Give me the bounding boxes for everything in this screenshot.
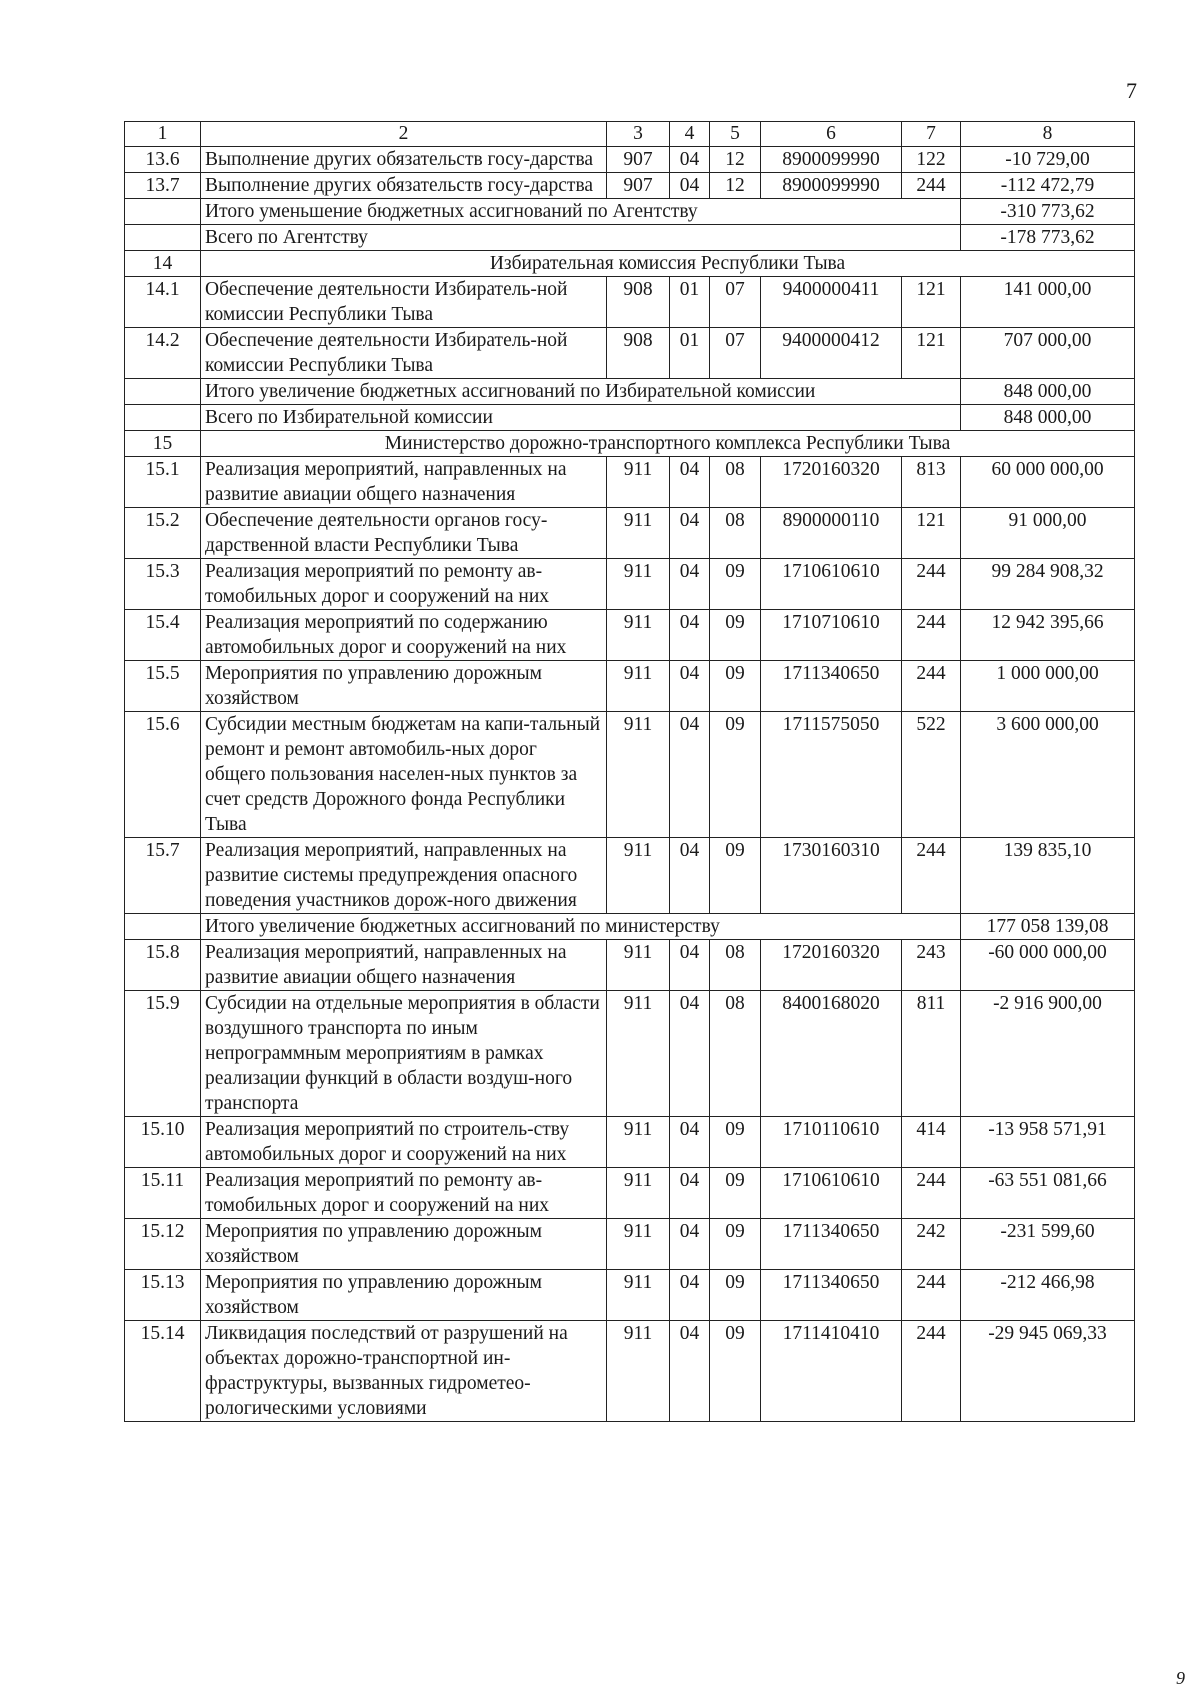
row-description: Выполнение других обязательств госу-дарства — [201, 173, 607, 199]
row-code-expense-type: 244 — [902, 559, 961, 610]
row-description: Реализация мероприятий по ремонту ав-томобильных дорог и сооружений на них — [201, 1168, 607, 1219]
section-row — [125, 431, 1135, 457]
row-code-section: 04 — [670, 1219, 710, 1270]
row-code-section: 04 — [670, 661, 710, 712]
total-amount: 177 058 139,08 — [961, 914, 1135, 940]
row-description: Реализация мероприятий, направленных на развитие авиации общего назначения — [201, 940, 607, 991]
row-code-expense-type: 244 — [902, 610, 961, 661]
row-code-expense-type: 242 — [902, 1219, 961, 1270]
total-row — [125, 405, 1135, 431]
row-description: Субсидии на отдельные мероприятия в области воздушного транспорта по иным непрограммным мероприятиям в рамках реализации функций в области воздуш-ного транспорта — [201, 991, 607, 1117]
corner-mark: 9 — [1176, 1668, 1185, 1688]
row-description: Выполнение других обязательств госу-дарства — [201, 147, 607, 173]
row-number: 15.7 — [125, 838, 201, 914]
row-code-subsection: 09 — [710, 838, 761, 914]
row-code-expense-type: 244 — [902, 1270, 961, 1321]
row-code-expense-type: 244 — [902, 838, 961, 914]
row-amount: 3 600 000,00 — [961, 712, 1135, 838]
total-amount: -310 773,62 — [961, 199, 1135, 225]
row-code-ministry: 911 — [607, 1270, 670, 1321]
row-code-expense-type: 522 — [902, 712, 961, 838]
row-code-ministry: 911 — [607, 991, 670, 1117]
row-code-target: 8900099990 — [761, 147, 902, 173]
row-amount: 141 000,00 — [961, 277, 1135, 328]
row-code-target: 9400000412 — [761, 328, 902, 379]
row-code-target: 1710110610 — [761, 1117, 902, 1168]
row-number: 15.5 — [125, 661, 201, 712]
row-amount: 91 000,00 — [961, 508, 1135, 559]
total-label: Итого увеличение бюджетных ассигнований по министерству — [201, 914, 961, 940]
table-row — [125, 1168, 1135, 1219]
table-row — [125, 940, 1135, 991]
table-row — [125, 712, 1135, 838]
row-code-target: 1710610610 — [761, 1168, 902, 1219]
row-code-subsection: 09 — [710, 712, 761, 838]
section-number: 14 — [125, 251, 201, 277]
row-code-section: 04 — [670, 173, 710, 199]
row-code-subsection: 08 — [710, 508, 761, 559]
row-code-section: 04 — [670, 1270, 710, 1321]
total-row — [125, 225, 1135, 251]
row-number: 15.9 — [125, 991, 201, 1117]
row-code-expense-type: 244 — [902, 1168, 961, 1219]
row-code-section: 04 — [670, 838, 710, 914]
total-row — [125, 199, 1135, 225]
total-label: Всего по Избирательной комиссии — [201, 405, 961, 431]
row-amount: -63 551 081,66 — [961, 1168, 1135, 1219]
row-code-ministry: 907 — [607, 173, 670, 199]
header-cell: 3 — [607, 122, 670, 147]
total-amount: 848 000,00 — [961, 379, 1135, 405]
row-amount: -13 958 571,91 — [961, 1117, 1135, 1168]
table-row — [125, 610, 1135, 661]
row-code-section: 04 — [670, 991, 710, 1117]
row-number: 15.10 — [125, 1117, 201, 1168]
row-code-section: 04 — [670, 147, 710, 173]
row-code-subsection: 09 — [710, 559, 761, 610]
table-row — [125, 328, 1135, 379]
header-cell: 5 — [710, 122, 761, 147]
row-code-expense-type: 244 — [902, 1321, 961, 1422]
row-code-subsection: 12 — [710, 147, 761, 173]
section-title: Избирательная комиссия Республики Тыва — [201, 251, 1135, 277]
row-number: 15.12 — [125, 1219, 201, 1270]
row-code-ministry: 908 — [607, 277, 670, 328]
row-code-subsection: 09 — [710, 1219, 761, 1270]
total-label: Итого уменьшение бюджетных ассигнований по Агентству — [201, 199, 961, 225]
row-code-section: 04 — [670, 610, 710, 661]
row-code-subsection: 08 — [710, 940, 761, 991]
row-code-ministry: 911 — [607, 1168, 670, 1219]
row-number: 14.2 — [125, 328, 201, 379]
row-amount: 139 835,10 — [961, 838, 1135, 914]
row-code-ministry: 911 — [607, 559, 670, 610]
row-code-target: 1730160310 — [761, 838, 902, 914]
row-code-subsection: 09 — [710, 661, 761, 712]
section-row — [125, 251, 1135, 277]
row-code-subsection: 09 — [710, 1168, 761, 1219]
row-code-target: 8400168020 — [761, 991, 902, 1117]
row-amount: -112 472,79 — [961, 173, 1135, 199]
page-number: 7 — [1126, 78, 1137, 103]
total-row — [125, 379, 1135, 405]
row-code-ministry: 908 — [607, 328, 670, 379]
row-amount: -29 945 069,33 — [961, 1321, 1135, 1422]
row-code-section: 04 — [670, 508, 710, 559]
total-label: Итого увеличение бюджетных ассигнований по Избирательной комиссии — [201, 379, 961, 405]
table-row — [125, 173, 1135, 199]
row-code-section: 04 — [670, 559, 710, 610]
row-number-empty — [125, 914, 201, 940]
row-number: 14.1 — [125, 277, 201, 328]
table-row — [125, 1321, 1135, 1422]
row-description: Мероприятия по управлению дорожным хозяйством — [201, 661, 607, 712]
row-number: 15.13 — [125, 1270, 201, 1321]
header-cell: 7 — [902, 122, 961, 147]
row-code-section: 04 — [670, 1117, 710, 1168]
header-cell: 1 — [125, 122, 201, 147]
table-row — [125, 838, 1135, 914]
row-code-ministry: 911 — [607, 712, 670, 838]
row-code-ministry: 911 — [607, 508, 670, 559]
row-code-target: 8900099990 — [761, 173, 902, 199]
table-header-row — [125, 122, 1135, 147]
row-code-target: 8900000110 — [761, 508, 902, 559]
row-code-subsection: 08 — [710, 991, 761, 1117]
row-number-empty — [125, 199, 201, 225]
row-code-target: 9400000411 — [761, 277, 902, 328]
row-amount: 1 000 000,00 — [961, 661, 1135, 712]
table-row — [125, 1117, 1135, 1168]
row-code-subsection: 09 — [710, 1321, 761, 1422]
table-row — [125, 1219, 1135, 1270]
row-code-target: 1711340650 — [761, 661, 902, 712]
row-number-empty — [125, 379, 201, 405]
table-row — [125, 559, 1135, 610]
row-code-expense-type: 244 — [902, 173, 961, 199]
row-description: Реализация мероприятий по ремонту ав-томобильных дорог и сооружений на них — [201, 559, 607, 610]
row-code-ministry: 911 — [607, 1117, 670, 1168]
row-code-expense-type: 121 — [902, 277, 961, 328]
table-row — [125, 277, 1135, 328]
header-cell: 8 — [961, 122, 1135, 147]
row-code-subsection: 09 — [710, 1270, 761, 1321]
row-description: Обеспечение деятельности Избиратель-ной комиссии Республики Тыва — [201, 277, 607, 328]
row-code-ministry: 911 — [607, 1321, 670, 1422]
row-number: 15.8 — [125, 940, 201, 991]
row-code-ministry: 907 — [607, 147, 670, 173]
row-code-subsection: 12 — [710, 173, 761, 199]
row-description: Реализация мероприятий по строитель-ству автомобильных дорог и сооружений на них — [201, 1117, 607, 1168]
row-code-ministry: 911 — [607, 940, 670, 991]
row-code-ministry: 911 — [607, 661, 670, 712]
row-amount: -2 916 900,00 — [961, 991, 1135, 1117]
row-code-target: 1710610610 — [761, 559, 902, 610]
row-number: 15.11 — [125, 1168, 201, 1219]
row-code-target: 1710710610 — [761, 610, 902, 661]
row-description: Реализация мероприятий по содержанию автомобильных дорог и сооружений на них — [201, 610, 607, 661]
row-code-expense-type: 122 — [902, 147, 961, 173]
row-description: Субсидии местным бюджетам на капи-тальный ремонт и ремонт автомобиль-ных дорог общего пользования населен-ных пунктов за счет средств Дорожного фонда Республики Тыва — [201, 712, 607, 838]
row-code-ministry: 911 — [607, 1219, 670, 1270]
row-description: Реализация мероприятий, направленных на развитие системы предупреждения опасного поведения участников дорож-ного движения — [201, 838, 607, 914]
section-number: 15 — [125, 431, 201, 457]
total-row — [125, 914, 1135, 940]
row-amount: 60 000 000,00 — [961, 457, 1135, 508]
row-code-section: 04 — [670, 940, 710, 991]
row-code-expense-type: 811 — [902, 991, 961, 1117]
table-row — [125, 457, 1135, 508]
row-code-ministry: 911 — [607, 610, 670, 661]
header-cell: 2 — [201, 122, 607, 147]
row-code-expense-type: 243 — [902, 940, 961, 991]
budget-allocation-table — [124, 121, 1135, 1422]
row-code-expense-type: 121 — [902, 328, 961, 379]
row-number-empty — [125, 225, 201, 251]
row-description: Мероприятия по управлению дорожным хозяйством — [201, 1219, 607, 1270]
row-code-target: 1711340650 — [761, 1270, 902, 1321]
row-code-section: 01 — [670, 277, 710, 328]
row-amount: -10 729,00 — [961, 147, 1135, 173]
row-amount: -60 000 000,00 — [961, 940, 1135, 991]
row-code-expense-type: 121 — [902, 508, 961, 559]
total-amount: 848 000,00 — [961, 405, 1135, 431]
row-code-target: 1720160320 — [761, 940, 902, 991]
row-code-subsection: 07 — [710, 328, 761, 379]
total-label: Всего по Агентству — [201, 225, 961, 251]
table-row — [125, 991, 1135, 1117]
row-code-section: 04 — [670, 457, 710, 508]
header-cell: 6 — [761, 122, 902, 147]
row-code-expense-type: 244 — [902, 661, 961, 712]
row-code-ministry: 911 — [607, 838, 670, 914]
row-number: 15.3 — [125, 559, 201, 610]
row-code-section: 04 — [670, 1168, 710, 1219]
row-code-expense-type: 813 — [902, 457, 961, 508]
header-cell: 4 — [670, 122, 710, 147]
row-number: 15.1 — [125, 457, 201, 508]
row-description: Реализация мероприятий, направленных на развитие авиации общего назначения — [201, 457, 607, 508]
row-number: 15.2 — [125, 508, 201, 559]
row-amount: -212 466,98 — [961, 1270, 1135, 1321]
row-code-subsection: 09 — [710, 610, 761, 661]
row-amount: 99 284 908,32 — [961, 559, 1135, 610]
row-code-expense-type: 414 — [902, 1117, 961, 1168]
table-row — [125, 508, 1135, 559]
row-number: 15.14 — [125, 1321, 201, 1422]
row-amount: -231 599,60 — [961, 1219, 1135, 1270]
row-number: 13.7 — [125, 173, 201, 199]
row-number: 15.6 — [125, 712, 201, 838]
row-amount: 707 000,00 — [961, 328, 1135, 379]
row-description: Ликвидация последствий от разрушений на объектах дорожно-транспортной ин-фраструктуры, вызванных гидрометео-рологическими условиями — [201, 1321, 607, 1422]
row-number-empty — [125, 405, 201, 431]
row-description: Мероприятия по управлению дорожным хозяйством — [201, 1270, 607, 1321]
row-number: 15.4 — [125, 610, 201, 661]
row-description: Обеспечение деятельности Избиратель-ной комиссии Республики Тыва — [201, 328, 607, 379]
row-code-target: 1720160320 — [761, 457, 902, 508]
row-code-section: 04 — [670, 1321, 710, 1422]
row-code-target: 1711340650 — [761, 1219, 902, 1270]
row-amount: 12 942 395,66 — [961, 610, 1135, 661]
total-amount: -178 773,62 — [961, 225, 1135, 251]
table-row — [125, 147, 1135, 173]
row-description: Обеспечение деятельности органов госу-дарственной власти Республики Тыва — [201, 508, 607, 559]
section-title: Министерство дорожно-транспортного комплекса Республики Тыва — [201, 431, 1135, 457]
row-code-ministry: 911 — [607, 457, 670, 508]
table-row — [125, 661, 1135, 712]
row-code-target: 1711575050 — [761, 712, 902, 838]
row-code-section: 04 — [670, 712, 710, 838]
row-code-subsection: 08 — [710, 457, 761, 508]
row-code-subsection: 09 — [710, 1117, 761, 1168]
table-row — [125, 1270, 1135, 1321]
row-code-subsection: 07 — [710, 277, 761, 328]
row-number: 13.6 — [125, 147, 201, 173]
row-code-target: 1711410410 — [761, 1321, 902, 1422]
row-code-section: 01 — [670, 328, 710, 379]
